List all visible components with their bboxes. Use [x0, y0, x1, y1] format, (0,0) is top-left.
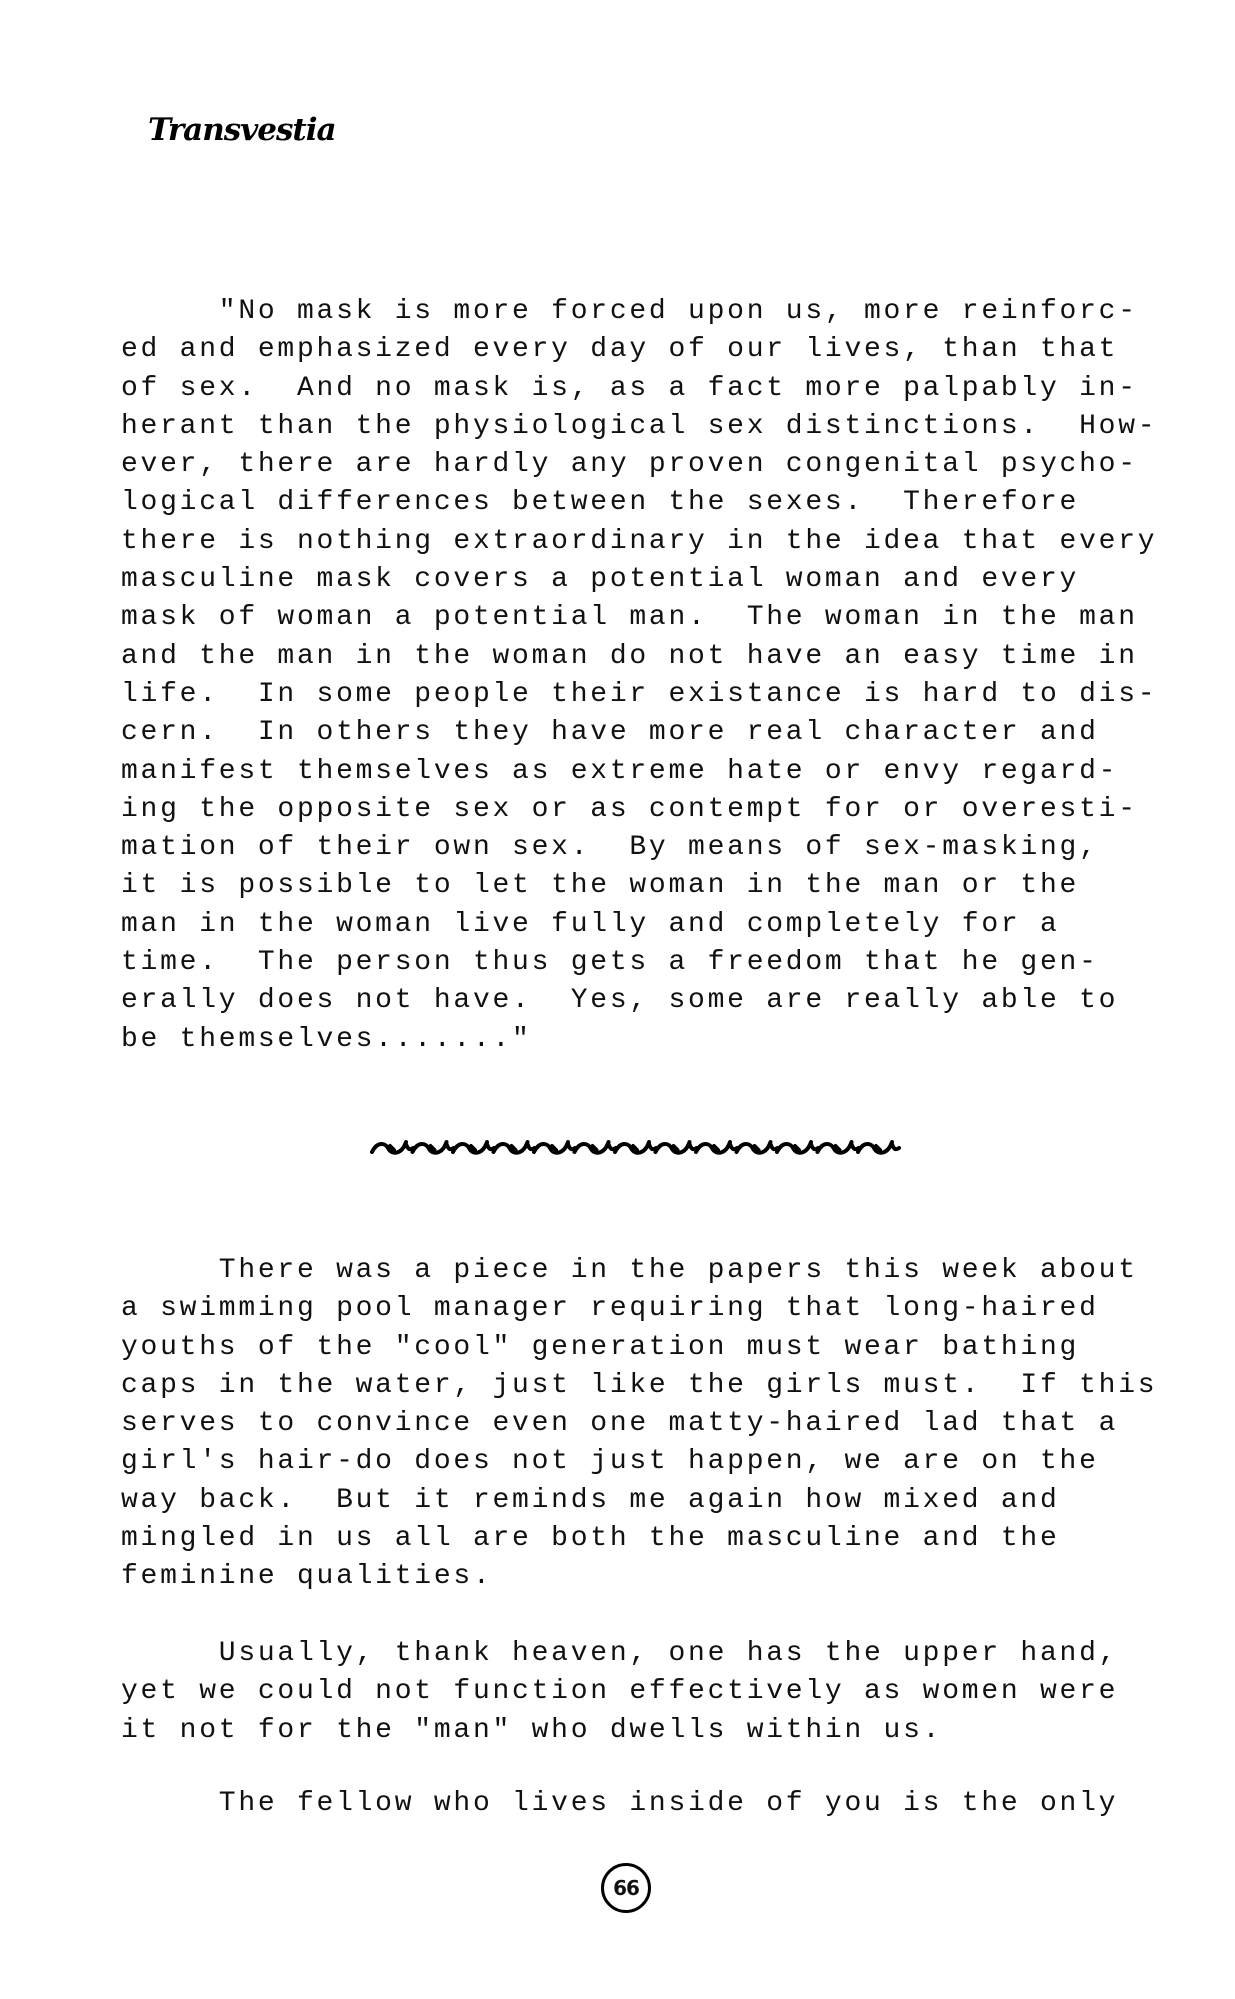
page-number-text: 66: [613, 1876, 639, 1900]
text-line: it not for the "man" who dwells within us.: [121, 1714, 943, 1746]
ornament-segment: [494, 1142, 535, 1153]
body-paragraph: [121, 1252, 1157, 1597]
masthead-logo: Transvestia: [148, 112, 336, 148]
text-line: time. The person thus gets a freedom that he gen-: [121, 947, 1099, 979]
ornament-segment: [534, 1142, 575, 1153]
body-paragraph: [121, 1785, 1118, 1823]
ornament-segment: [656, 1142, 697, 1153]
text-line: serves to convince even one matty-haired lad that a: [121, 1408, 1119, 1440]
ornament-segment: [615, 1142, 656, 1153]
ornament-segment: [818, 1142, 859, 1153]
text-line: and the man in the woman do not have an easy time in: [121, 640, 1138, 672]
ornament-segment: [777, 1142, 818, 1153]
text-line: caps in the water, just like the girls must. If this: [121, 1369, 1158, 1401]
text-line: "No mask is more forced upon us, more reinforc-: [121, 296, 1138, 327]
body-paragraph: [121, 1635, 1118, 1750]
text-line: cern. In others they have more real character and: [121, 717, 1099, 749]
ornament-segment: [372, 1142, 413, 1153]
text-line: herant than the physiological sex distinctions. How-: [121, 410, 1158, 442]
text-line: mingled in us all are both the masculine and the: [121, 1523, 1060, 1555]
text-line: erally does not have. Yes, some are really able to: [121, 985, 1119, 1017]
text-line: masculine mask covers a potential woman and every: [121, 564, 1080, 596]
text-line: youths of the "cool" generation must wear bathing: [121, 1331, 1080, 1363]
text-line: manifest themselves as extreme hate or envy regard-: [121, 755, 1119, 787]
text-line: There was a piece in the papers this week about: [121, 1255, 1138, 1286]
text-line: yet we could not function effectively as women were: [121, 1676, 1119, 1708]
ornament-segment: [413, 1142, 454, 1153]
text-line: ed and emphasized every day of our lives, than that: [121, 334, 1119, 366]
ornament-segment: [575, 1142, 616, 1153]
text-line: it is possible to let the woman in the man or the: [121, 870, 1080, 902]
text-line: mask of woman a potential man. The woman in the man: [121, 602, 1138, 634]
ornament-segment: [696, 1142, 737, 1153]
text-line: The fellow who lives inside of you is the only: [121, 1788, 1119, 1819]
ornamental-divider: [368, 1136, 902, 1160]
text-line: man in the woman live fully and completely for a: [121, 908, 1060, 940]
text-line: mation of their own sex. By means of sex-masking,: [121, 832, 1099, 864]
text-line: be themselves.......": [121, 1023, 532, 1055]
text-line: logical differences between the sexes. Therefore: [121, 487, 1080, 519]
text-line: way back. But it reminds me again how mixed and: [121, 1484, 1060, 1516]
text-line: Usually, thank heaven, one has the upper hand,: [121, 1638, 1119, 1669]
ornament-segment: [453, 1142, 494, 1153]
ornament-segment: [858, 1142, 899, 1153]
text-line: there is nothing extraordinary in the idea that every: [121, 525, 1158, 557]
page-number: [601, 1863, 651, 1913]
quote-paragraph: [121, 293, 1157, 1059]
text-line: feminine qualities.: [121, 1561, 493, 1593]
text-line: of sex. And no mask is, as a fact more palpably in-: [121, 372, 1138, 404]
text-line: ing the opposite sex or as contempt for or overesti-: [121, 793, 1138, 825]
text-line: ever, there are hardly any proven congenital psycho-: [121, 449, 1138, 481]
text-line: a swimming pool manager requiring that long-haired: [121, 1293, 1099, 1325]
text-line: life. In some people their existance is hard to dis-: [121, 678, 1158, 710]
text-line: girl's hair-do does not just happen, we are on the: [121, 1446, 1099, 1478]
ornament-segment: [737, 1142, 778, 1153]
